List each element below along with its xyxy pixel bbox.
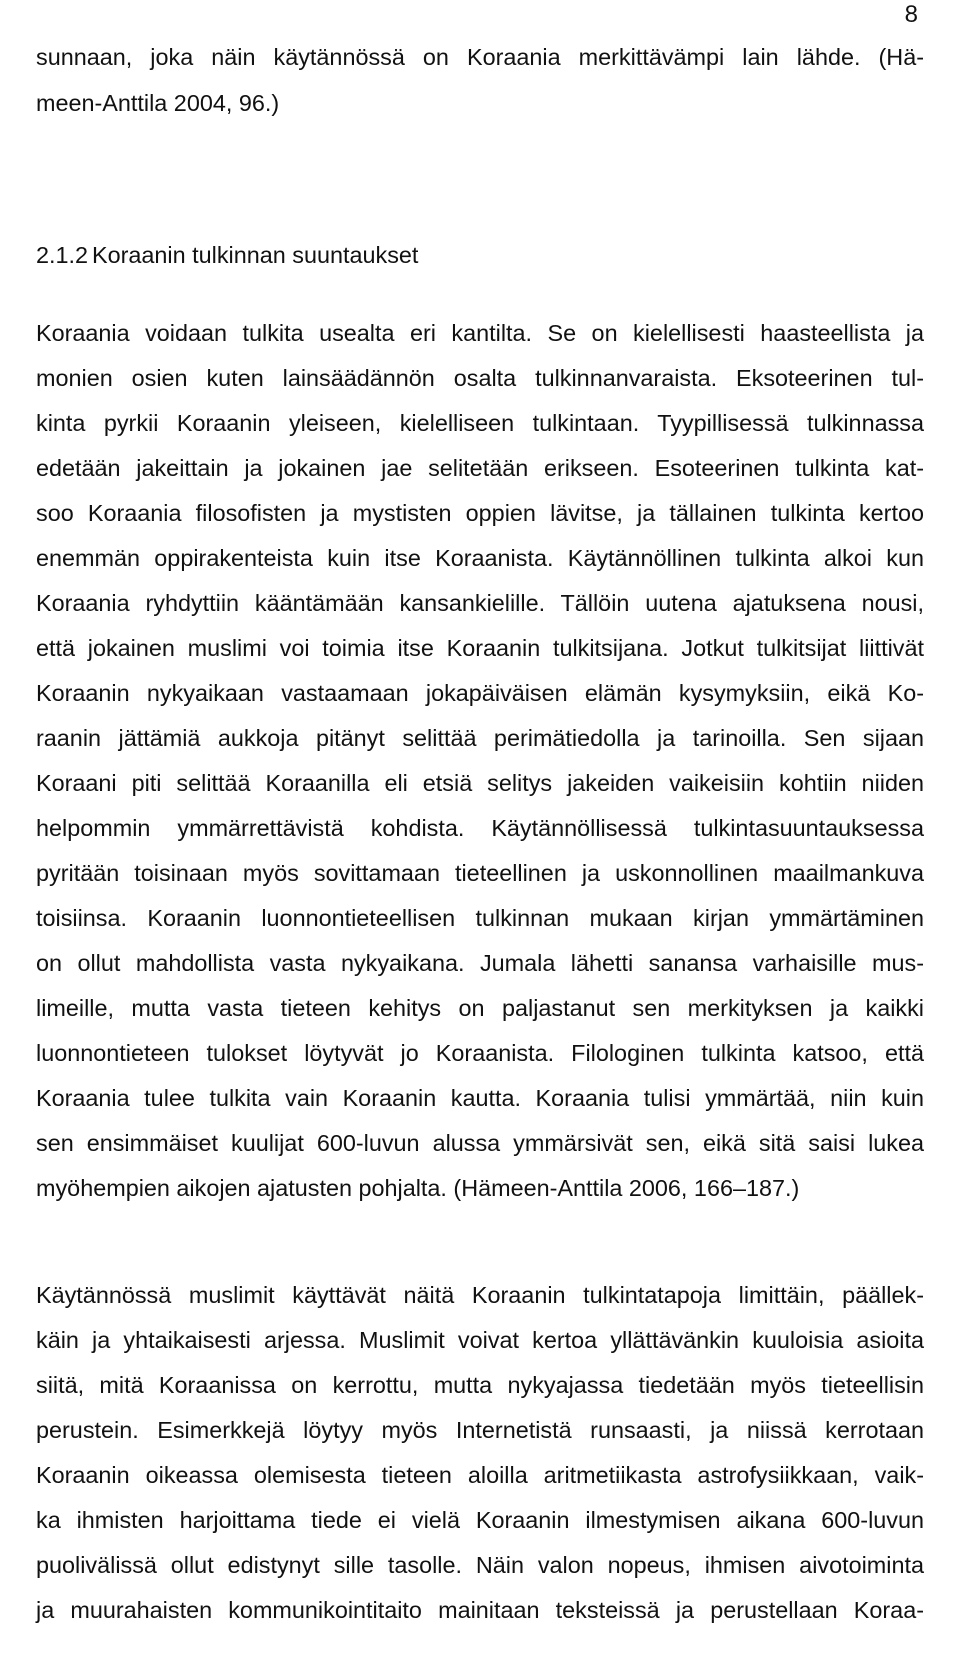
text-line: raanin jättämiä aukkoja pitänyt selittää perimätiedolla ja tarinoilla. Sen sijaan (36, 725, 924, 751)
text-line: siitä, mitä Koraanissa on kerrottu, mutta nykyajassa tiedetään myös tieteellisin (36, 1372, 924, 1398)
text-line: on ollut mahdollista vasta nykyaikana. Jumala lähetti sanansa varhaisille mus- (36, 950, 924, 976)
text-line: monien osien kuten lainsäädännön osalta tulkinnanvaraista. Eksoteerinen tul- (36, 365, 924, 391)
text-line: Koraania tulee tulkita vain Koraanin kautta. Koraania tulisi ymmärtää, niin kuin (36, 1085, 924, 1111)
text-line: enemmän oppirakenteista kuin itse Koraanista. Käytännöllinen tulkinta alkoi kun (36, 545, 924, 571)
text-line: Koraania voidaan tulkita usealta eri kantilta. Se on kielellisesti haasteellista ja (36, 320, 924, 346)
text-line: Koraanin oikeassa olemisesta tieteen aloilla aritmetiikasta astrofysiikkaan, vaik- (36, 1462, 924, 1488)
text-line: Koraania ryhdyttiin kääntämään kansankielille. Tällöin uutena ajatuksena nousi, (36, 590, 924, 616)
section-title: Koraanin tulkinnan suuntaukset (92, 242, 419, 268)
text-line: sunnaan, joka näin käytännössä on Koraania merkittävämpi lain lähde. (Hä- (36, 44, 924, 70)
text-line: toisiinsa. Koraanin luonnontieteellisen tulkinnan mukaan kirjan ymmärtäminen (36, 905, 924, 931)
text-line: myöhempien aikojen ajatusten pohjalta. (Hämeen-Anttila 2006, 166–187.) (36, 1175, 800, 1201)
text-line: Koraani piti selittää Koraanilla eli etsiä selitys jakeiden vaikeisiin kohtiin niiden (36, 770, 924, 796)
section-heading (36, 240, 924, 270)
text-line: puolivälissä ollut edistynyt sille tasolle. Näin valon nopeus, ihmisen aivotoiminta (36, 1552, 924, 1578)
text-line: että jokainen muslimi voi toimia itse Koraanin tulkitsijana. Jotkut tulkitsijat liittivät (36, 635, 924, 661)
text-line: ja muurahaisten kommunikointitaito mainitaan teksteissä ja perustellaan Koraa- (36, 1597, 924, 1623)
text-line: Käytännössä muslimit käyttävät näitä Koraanin tulkintatapoja limittäin, päällek- (36, 1282, 924, 1308)
section-number: 2.1.2 (36, 242, 89, 268)
text-line: sen ensimmäiset kuulijat 600-luvun alussa ymmärsivät sen, eikä sitä saisi lukea (36, 1130, 924, 1156)
text-line: edetään jakeittain ja jokainen jae selitetään erikseen. Esoteerinen tulkinta kat- (36, 455, 924, 481)
text-line: luonnontieteen tulokset löytyvät jo Koraanista. Filologinen tulkinta katsoo, että (36, 1040, 924, 1066)
text-line: kinta pyrkii Koraanin yleiseen, kielelliseen tulkintaan. Tyypillisessä tulkinnassa (36, 410, 924, 436)
text-line: meen-Anttila 2004, 96.) (36, 90, 280, 116)
text-line: käin ja yhtaikaisesti arjessa. Muslimit voivat kertoa yllättävänkin kuuloisia asioita (36, 1327, 924, 1353)
text-line: ka ihmisten harjoittama tiede ei vielä Koraanin ilmestymisen aikana 600-luvun (36, 1507, 924, 1533)
text-line: pyritään toisinaan myös sovittamaan tieteellinen ja uskonnollinen maailmankuva (36, 860, 924, 886)
text-line: perustein. Esimerkkejä löytyy myös Internetistä runsaasti, ja niissä kerrotaan (36, 1417, 924, 1443)
page-number: 8 (904, 1, 918, 28)
text-line: helpommin ymmärrettävistä kohdista. Käytännöllisessä tulkintasuuntauksessa (36, 815, 924, 841)
text-line: limeille, mutta vasta tieteen kehitys on paljastanut sen merkityksen ja kaikki (36, 995, 924, 1021)
text-line: Koraanin nykyaikaan vastaamaan jokapäiväisen elämän kysymyksiin, eikä Ko- (36, 680, 924, 706)
text-line: soo Koraania filosofisten ja mystisten oppien lävitse, ja tällainen tulkinta kertoo (36, 500, 924, 526)
